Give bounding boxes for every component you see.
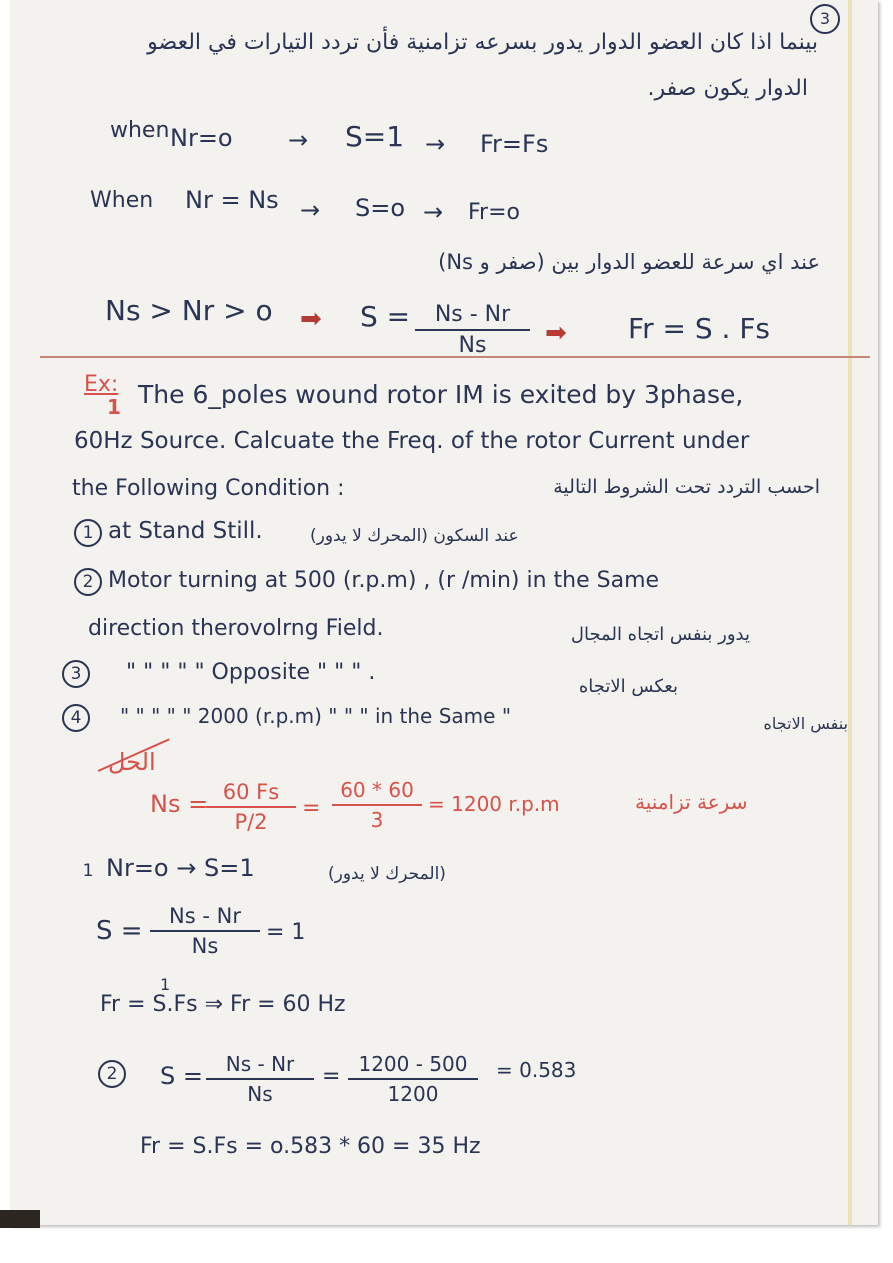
ns-equals: = <box>302 796 321 821</box>
ns-fraction-2 <box>332 778 422 832</box>
item-text: Motor turning at 500 (r.p.m) , (r /min) in the Same <box>108 568 660 593</box>
ns-note: سرعة تزامنية <box>635 790 748 814</box>
part-1-note: (المحرك لا يدور) <box>328 864 446 884</box>
part-2-number <box>98 1060 132 1088</box>
part-1-s-denominator: Ns <box>191 934 219 958</box>
part-2-s-denominator: Ns <box>247 1082 273 1106</box>
item-number: 4 <box>62 704 90 732</box>
item-text: at Stand Still. <box>108 518 263 544</box>
part-2-value-denominator: 1200 <box>387 1082 439 1106</box>
general-slip-fraction <box>415 302 530 358</box>
fraction-bar <box>332 804 422 806</box>
example-line-2: 60Hz Source. Calcuate the Freq. of the rotor Current under <box>74 428 750 454</box>
case-2-arrow-2: → <box>423 198 444 226</box>
ns-lhs: Ns = <box>150 790 209 818</box>
general-fr: Fr = S . Fs <box>628 312 771 345</box>
notebook-page <box>10 0 878 1225</box>
part-1-s-result: = 1 <box>266 920 306 945</box>
part-number: 2 <box>98 1060 126 1088</box>
section-divider <box>40 356 870 358</box>
case-2-slip: S=o <box>355 194 406 222</box>
ns-fraction-1 <box>206 780 296 834</box>
part-1-text: Nr=o → S=1 <box>106 854 255 882</box>
ns-fraction-1-numerator: 60 Fs <box>222 780 280 804</box>
condition-item-3 <box>62 660 375 688</box>
solution-label: الحل <box>108 748 156 776</box>
case-1-slip: S=1 <box>345 120 405 153</box>
case-1-when: when <box>110 118 170 143</box>
part-2-s-numerator: Ns - Nr <box>225 1052 295 1076</box>
case-1-arrow-2: → <box>425 130 446 158</box>
item-number: 1 <box>74 519 102 547</box>
example-line-1: The 6_poles wound rotor IM is exited by 3phase, <box>138 380 744 409</box>
item-text: " " " " " 2000 (r.p.m) " " " in the Same " <box>120 704 512 728</box>
fraction-bar <box>415 329 530 331</box>
condition-item-2b: direction therovolrng Field. <box>88 616 384 641</box>
fraction-bar <box>206 1078 314 1080</box>
case-2-cond: Nr = Ns <box>185 186 279 214</box>
part-1-s-fraction <box>150 904 260 958</box>
part-2-s-lhs: S = <box>160 1062 203 1090</box>
condition-item-4 <box>62 704 511 732</box>
condition-item-2-arabic: يدور بنفس اتجاه المجال <box>570 624 750 645</box>
part-2-value-fraction <box>348 1052 478 1106</box>
condition-item-1-arabic: عند السكون (المحرك لا يدور) <box>310 526 519 546</box>
between-note: عند اي سرعة للعضو الدوار بين (صفر و Ns) <box>438 250 820 274</box>
example-line-3-arabic: احسب التردد تحت الشروط التالية <box>553 476 820 498</box>
intro-line-1: بينما اذا كان العضو الدوار يدور بسرعه تزامنية فأن تردد التيارات في العضو <box>147 30 818 55</box>
page-number-badge: 3 <box>810 4 840 34</box>
fraction-bar <box>348 1078 478 1080</box>
part-number: 1 <box>82 861 94 881</box>
ns-fraction-2-numerator: 60 * 60 <box>340 778 414 802</box>
condition-item-2 <box>74 568 659 596</box>
general-arrow-2: ➡ <box>545 318 567 348</box>
item-text: " " " " " Opposite " " " . <box>126 660 376 685</box>
part-2-fr-line: Fr = S.Fs = o.583 * 60 = 35 Hz <box>140 1134 481 1159</box>
part-1-fr-superscript: 1 <box>160 975 171 994</box>
case-2-arrow-1: → <box>300 196 321 224</box>
ns-fraction-2-denominator: 3 <box>370 808 384 832</box>
part-2-s-fraction <box>206 1052 314 1106</box>
example-line-3: the Following Condition : <box>72 476 345 501</box>
part-2-result: = 0.583 <box>496 1058 577 1082</box>
part-1-s-numerator: Ns - Nr <box>169 904 241 928</box>
case-1-result: Fr=Fs <box>480 130 549 158</box>
ns-fraction-1-denominator: P/2 <box>234 810 268 834</box>
example-label: Ex: <box>84 372 119 397</box>
fraction-bar <box>206 806 296 808</box>
page-edge-strip <box>848 0 852 1225</box>
ns-result: = 1200 r.p.m <box>428 792 560 816</box>
item-number: 3 <box>62 660 90 688</box>
case-2-when: When <box>90 188 154 213</box>
part-2-equals: = <box>322 1064 341 1089</box>
case-1-cond: Nr=o <box>170 124 233 152</box>
part-1-fr-line: Fr = S.Fs ⇒ Fr = 60 Hz <box>100 992 346 1017</box>
case-1-arrow-1: → <box>288 126 309 154</box>
case-2-result: Fr=o <box>468 200 520 225</box>
general-slip-numerator: Ns - Nr <box>434 302 511 327</box>
condition-item-3-arabic: بعكس الاتجاه <box>578 676 678 697</box>
intro-line-2: الدوار يكون صفر. <box>647 76 808 101</box>
example-number: 1 <box>107 395 121 419</box>
fraction-bar <box>150 930 260 932</box>
item-number: 2 <box>74 568 102 596</box>
part-2-value-numerator: 1200 - 500 <box>358 1052 468 1076</box>
general-slip-denominator: Ns <box>458 333 487 358</box>
general-s-eq: S = <box>360 300 411 333</box>
notebook-binding-edge <box>0 1210 40 1228</box>
condition-item-1 <box>74 518 263 547</box>
part-1-s-lhs: S = <box>96 916 143 946</box>
part-1-line <box>76 854 255 883</box>
condition-item-4-arabic: بنفس الاتجاه <box>763 714 848 733</box>
general-inequality: Ns > Nr > o <box>105 294 273 327</box>
general-arrow-1: ➡ <box>300 304 322 334</box>
